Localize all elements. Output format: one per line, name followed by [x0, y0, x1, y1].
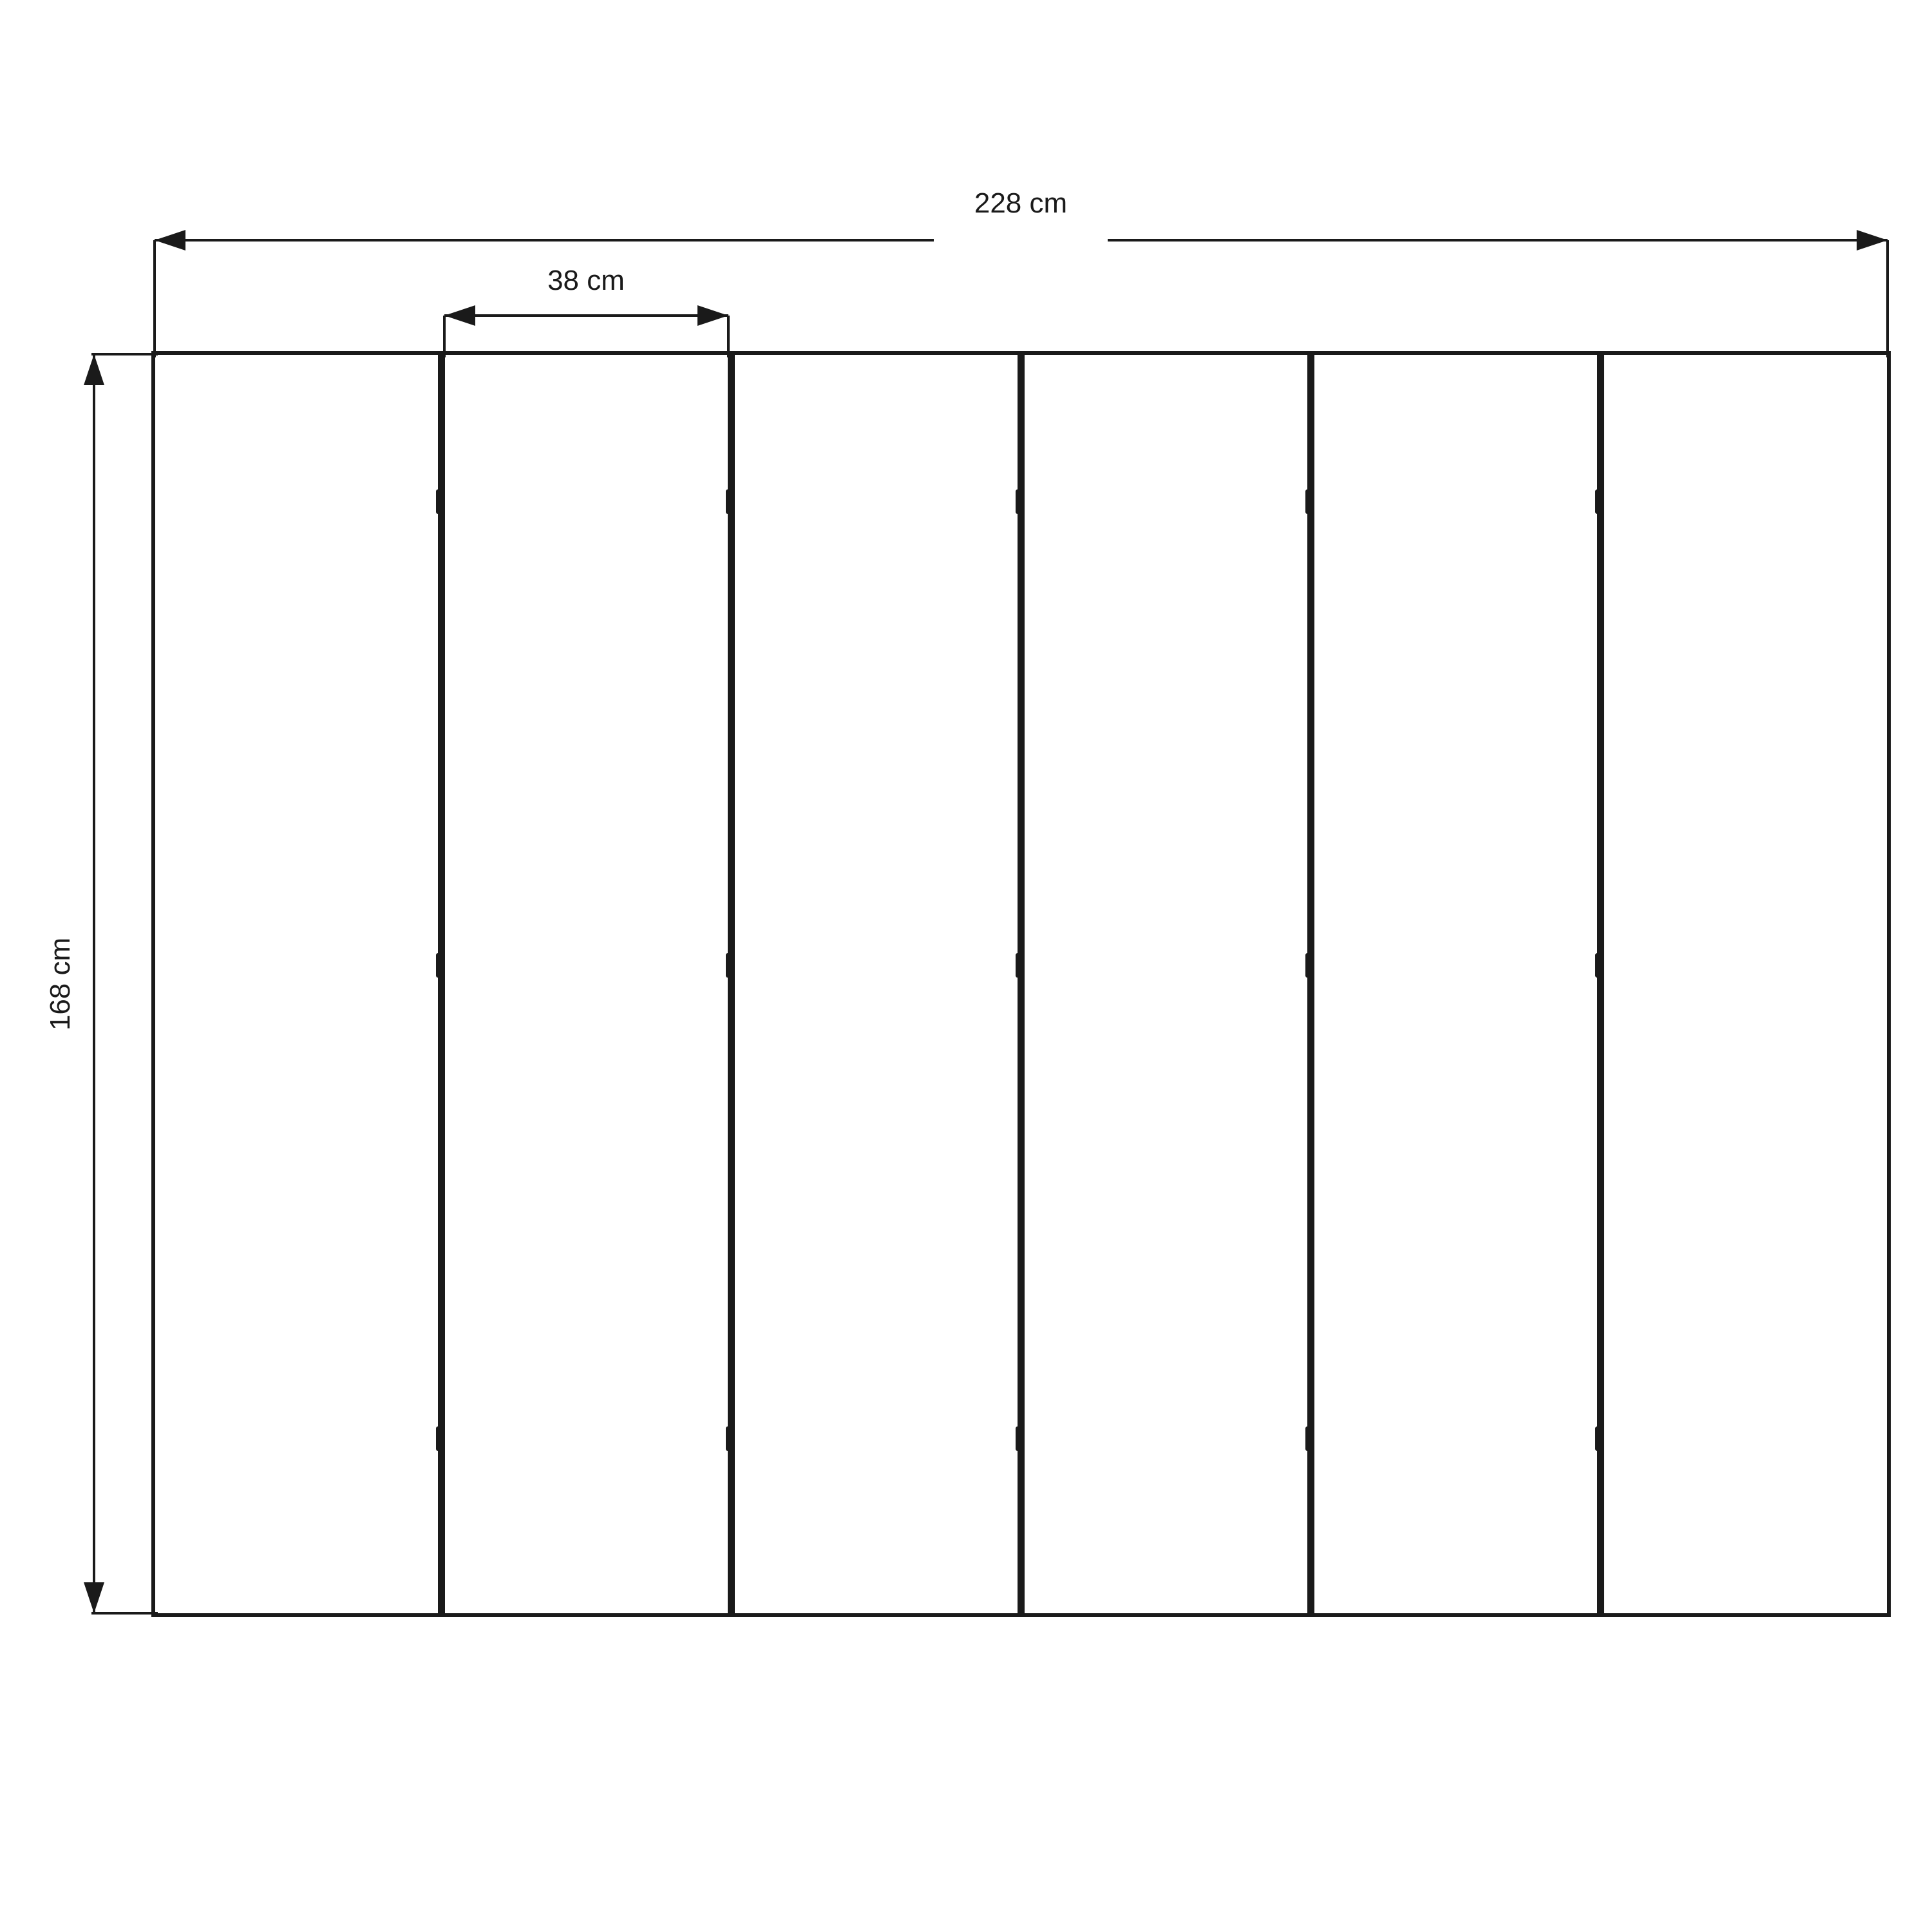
total-width-dimension: [155, 187, 1888, 357]
arrow-head-top: [84, 354, 104, 385]
hinge-icon: [1595, 953, 1604, 978]
panel-4: [1023, 353, 1309, 1615]
hinge-icon: [1016, 1426, 1025, 1451]
panel-6: [1602, 353, 1889, 1615]
hinge-icon: [726, 489, 735, 514]
total-width-label: 228 cm: [974, 187, 1068, 219]
label-backdrop: [934, 224, 1108, 260]
panel-group: [153, 353, 1889, 1615]
arrow-head-right: [1857, 230, 1888, 251]
hinge-icon: [726, 953, 735, 978]
hinge-icon: [436, 489, 445, 514]
panel-1: [153, 353, 440, 1615]
hinge-icon: [1595, 489, 1604, 514]
hinge-icon: [1016, 953, 1025, 978]
arrow-head-right: [697, 305, 728, 326]
hinge-icon: [436, 1426, 445, 1451]
panel-5: [1312, 353, 1599, 1615]
height-dimension: [44, 354, 158, 1613]
panel-3: [733, 353, 1019, 1615]
panel-width-label: 38 cm: [547, 265, 625, 296]
hinge-icon: [436, 953, 445, 978]
arrow-head-left: [155, 230, 185, 251]
hinge-icon: [1305, 489, 1314, 514]
hinge-icon: [726, 1426, 735, 1451]
arrow-head-bottom: [84, 1582, 104, 1613]
height-label: 168 cm: [44, 937, 76, 1031]
arrow-head-left: [444, 305, 475, 326]
hinge-icon: [1305, 1426, 1314, 1451]
panel-width-dimension: [444, 265, 728, 357]
hinge-icon: [1016, 489, 1025, 514]
hinge-icon: [1595, 1426, 1604, 1451]
panel-2: [443, 353, 730, 1615]
hinge-icon: [1305, 953, 1314, 978]
